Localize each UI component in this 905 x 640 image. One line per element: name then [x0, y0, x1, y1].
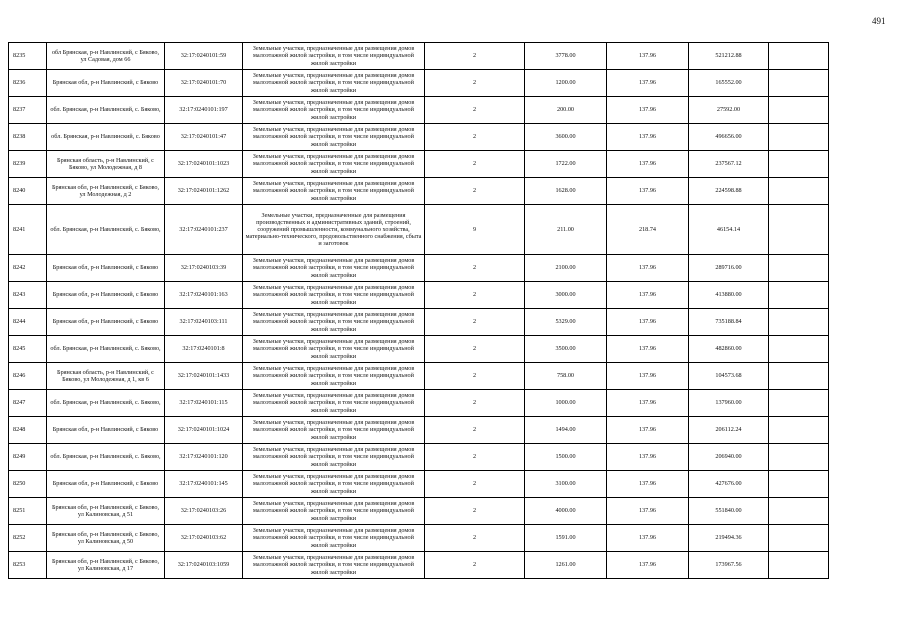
group-cell: 9: [425, 205, 525, 255]
cadastral-value-cell: 224598.88: [689, 178, 769, 205]
row-number-cell: 8243: [9, 282, 47, 309]
cadastral-value-cell: 482860.00: [689, 336, 769, 363]
specific-value-cell: 137.96: [607, 363, 689, 390]
cadastral-number-cell: 32:17:0240101:1433: [165, 363, 243, 390]
area-cell: 1500.00: [525, 444, 607, 471]
group-cell: 2: [425, 417, 525, 444]
row-number-cell: 8244: [9, 309, 47, 336]
empty-cell: [769, 390, 829, 417]
page-number: 491: [872, 16, 886, 26]
land-use-cell: Земельные участки, предназначенные для размещения домов малоэтажной жилой застройки, в том числе индивидуальной жилой застройки: [243, 525, 425, 552]
group-cell: 2: [425, 336, 525, 363]
row-number-cell: 8235: [9, 43, 47, 70]
land-use-cell: Земельные участки, предназначенные для размещения домов малоэтажной жилой застройки, в том числе индивидуальной жилой застройки: [243, 282, 425, 309]
address-cell: Брянская обл, р-н Навлинский, с Бяково: [47, 309, 165, 336]
area-cell: 1261.00: [525, 552, 607, 579]
area-cell: 1000.00: [525, 390, 607, 417]
area-cell: 3778.00: [525, 43, 607, 70]
area-cell: 1591.00: [525, 525, 607, 552]
land-use-cell: Земельные участки, предназначенные для размещения домов малоэтажной жилой застройки, в том числе индивидуальной жилой застройки: [243, 255, 425, 282]
specific-value-cell: 218.74: [607, 205, 689, 255]
cadastral-value-cell: 206112.24: [689, 417, 769, 444]
cadastral-number-cell: 32:17:0240103:1059: [165, 552, 243, 579]
land-use-cell: Земельные участки, предназначенные для размещения домов малоэтажной жилой застройки, в том числе индивидуальной жилой застройки: [243, 151, 425, 178]
row-number-cell: 8240: [9, 178, 47, 205]
table-row: [9, 97, 878, 124]
cadastral-value-cell: 173967.56: [689, 552, 769, 579]
specific-value-cell: 137.96: [607, 444, 689, 471]
area-cell: 1628.00: [525, 178, 607, 205]
table-row: [9, 309, 878, 336]
table-row: [9, 178, 878, 205]
table-row: [9, 444, 878, 471]
table-row: [9, 255, 878, 282]
specific-value-cell: 137.96: [607, 124, 689, 151]
empty-cell: [769, 363, 829, 390]
specific-value-cell: 137.96: [607, 178, 689, 205]
row-number-cell: 8245: [9, 336, 47, 363]
table-row: [9, 363, 878, 390]
specific-value-cell: 137.96: [607, 336, 689, 363]
area-cell: 3100.00: [525, 471, 607, 498]
table-row: [9, 525, 878, 552]
cadastral-value-cell: 551840.00: [689, 498, 769, 525]
address-cell: Брянская область, р-н Навлинский, с Бяково, ул Молодежная, д 8: [47, 151, 165, 178]
group-cell: 2: [425, 43, 525, 70]
land-use-cell: Земельные участки, предназначенные для размещения домов малоэтажной жилой застройки, в том числе индивидуальной жилой застройки: [243, 124, 425, 151]
group-cell: 2: [425, 498, 525, 525]
address-cell: Брянская обл, р-н Навлинский, с Бяково: [47, 255, 165, 282]
cadastral-number-cell: 32:17:0240103:26: [165, 498, 243, 525]
cadastral-number-cell: 32:17:0240103:111: [165, 309, 243, 336]
cadastral-number-cell: 32:17:0240101:1262: [165, 178, 243, 205]
table-row: [9, 417, 878, 444]
empty-cell: [769, 43, 829, 70]
empty-cell: [769, 444, 829, 471]
table-row: [9, 70, 878, 97]
table-row: [9, 471, 878, 498]
empty-cell: [769, 336, 829, 363]
address-cell: обл. Брянская, р-н Навлинский, с. Бяково,: [47, 444, 165, 471]
area-cell: 2100.00: [525, 255, 607, 282]
empty-cell: [769, 552, 829, 579]
cadastral-number-cell: 32:17:0240101:197: [165, 97, 243, 124]
group-cell: 2: [425, 444, 525, 471]
specific-value-cell: 137.96: [607, 97, 689, 124]
address-cell: Брянская область, р-н Навлинский, с Бяково, ул Молодежная, д 1, кв 6: [47, 363, 165, 390]
land-use-cell: Земельные участки, предназначенные для размещения домов малоэтажной жилой застройки, в том числе индивидуальной жилой застройки: [243, 97, 425, 124]
land-use-cell: Земельные участки, предназначенные для размещения домов малоэтажной жилой застройки, в том числе индивидуальной жилой застройки: [243, 363, 425, 390]
land-use-cell: Земельные участки, предназначенные для размещения домов малоэтажной жилой застройки, в том числе индивидуальной жилой застройки: [243, 390, 425, 417]
group-cell: 2: [425, 525, 525, 552]
row-number-cell: 8236: [9, 70, 47, 97]
group-cell: 2: [425, 124, 525, 151]
area-cell: 200.00: [525, 97, 607, 124]
specific-value-cell: 137.96: [607, 43, 689, 70]
group-cell: 2: [425, 309, 525, 336]
cadastral-value-cell: 521212.88: [689, 43, 769, 70]
land-use-cell: Земельные участки, предназначенные для размещения домов малоэтажной жилой застройки, в том числе индивидуальной жилой застройки: [243, 70, 425, 97]
land-use-cell: Земельные участки, предназначенные для размещения домов малоэтажной жилой застройки, в том числе индивидуальной жилой застройки: [243, 444, 425, 471]
address-cell: Брянская обл, р-н Навлинский, с Бяково, ул Калиновская, д 51: [47, 498, 165, 525]
specific-value-cell: 137.96: [607, 525, 689, 552]
address-cell: Брянская обл, р-н Навлинский, с Бяково, ул Калиновская, д 50: [47, 525, 165, 552]
row-number-cell: 8237: [9, 97, 47, 124]
group-cell: 2: [425, 363, 525, 390]
area-cell: 1200.00: [525, 70, 607, 97]
group-cell: 2: [425, 390, 525, 417]
empty-cell: [769, 525, 829, 552]
table-row: [9, 552, 878, 579]
group-cell: 2: [425, 255, 525, 282]
row-number-cell: 8247: [9, 390, 47, 417]
table-row: [9, 282, 878, 309]
address-cell: Брянская обл, р-н Навлинский, с Бяково: [47, 70, 165, 97]
group-cell: 2: [425, 151, 525, 178]
area-cell: 5329.00: [525, 309, 607, 336]
empty-cell: [769, 498, 829, 525]
table-row: [9, 124, 878, 151]
empty-cell: [769, 97, 829, 124]
cadastral-value-cell: 27592.00: [689, 97, 769, 124]
specific-value-cell: 137.96: [607, 390, 689, 417]
group-cell: 2: [425, 97, 525, 124]
empty-cell: [769, 282, 829, 309]
cadastral-value-cell: 413880.00: [689, 282, 769, 309]
cadastral-number-cell: 32:17:0240101:1024: [165, 417, 243, 444]
cadastral-value-cell: 735188.84: [689, 309, 769, 336]
cadastral-value-cell: 289716.00: [689, 255, 769, 282]
cadastral-number-cell: 32:17:0240101:163: [165, 282, 243, 309]
cadastral-number-cell: 32:17:0240101:145: [165, 471, 243, 498]
area-cell: 758.00: [525, 363, 607, 390]
row-number-cell: 8238: [9, 124, 47, 151]
empty-cell: [769, 205, 829, 255]
row-number-cell: 8249: [9, 444, 47, 471]
empty-cell: [769, 417, 829, 444]
table-row: [9, 336, 878, 363]
land-use-cell: Земельные участки, предназначенные для размещения домов малоэтажной жилой застройки, в том числе индивидуальной жилой застройки: [243, 471, 425, 498]
cadastral-number-cell: 32:17:0240101:59: [165, 43, 243, 70]
specific-value-cell: 137.96: [607, 309, 689, 336]
address-cell: обл. Брянская, р-н Навлинский, с. Бяково,: [47, 390, 165, 417]
address-cell: Брянская обл, р-н Навлинский, с Бяково, ул Молодежная, д 2: [47, 178, 165, 205]
land-use-cell: Земельные участки, предназначенные для размещения домов малоэтажной жилой застройки, в том числе индивидуальной жилой застройки: [243, 498, 425, 525]
cadastral-number-cell: 32:17:0240103:39: [165, 255, 243, 282]
group-cell: 2: [425, 552, 525, 579]
address-cell: обл. Брянская, р-н Навлинский, с. Бяково,: [47, 205, 165, 255]
land-use-cell: Земельные участки, предназначенные для размещения домов малоэтажной жилой застройки, в том числе индивидуальной жилой застройки: [243, 178, 425, 205]
cadastral-value-cell: 104573.68: [689, 363, 769, 390]
empty-cell: [769, 178, 829, 205]
specific-value-cell: 137.96: [607, 151, 689, 178]
group-cell: 2: [425, 471, 525, 498]
land-use-cell: Земельные участки, предназначенные для размещения домов малоэтажной жилой застройки, в том числе индивидуальной жилой застройки: [243, 309, 425, 336]
address-cell: Брянская обл, р-н Навлинский, с Бяково: [47, 471, 165, 498]
row-number-cell: 8253: [9, 552, 47, 579]
land-valuation-table: [8, 42, 878, 579]
row-number-cell: 8241: [9, 205, 47, 255]
specific-value-cell: 137.96: [607, 255, 689, 282]
group-cell: 2: [425, 70, 525, 97]
specific-value-cell: 137.96: [607, 498, 689, 525]
land-use-cell: Земельные участки, предназначенные для размещения домов малоэтажной жилой застройки, в том числе индивидуальной жилой застройки: [243, 417, 425, 444]
cadastral-number-cell: 32:17:0240101:115: [165, 390, 243, 417]
specific-value-cell: 137.96: [607, 282, 689, 309]
group-cell: 2: [425, 282, 525, 309]
row-number-cell: 8248: [9, 417, 47, 444]
table-row: [9, 390, 878, 417]
empty-cell: [769, 255, 829, 282]
specific-value-cell: 137.96: [607, 417, 689, 444]
cadastral-number-cell: 32:17:0240101:8: [165, 336, 243, 363]
empty-cell: [769, 471, 829, 498]
cadastral-number-cell: 32:17:0240101:47: [165, 124, 243, 151]
specific-value-cell: 137.96: [607, 552, 689, 579]
address-cell: Брянская обл, р-н Навлинский, с Бяково: [47, 417, 165, 444]
cadastral-value-cell: 427676.00: [689, 471, 769, 498]
cadastral-value-cell: 46154.14: [689, 205, 769, 255]
area-cell: 4000.00: [525, 498, 607, 525]
row-number-cell: 8251: [9, 498, 47, 525]
empty-cell: [769, 151, 829, 178]
area-cell: 3000.00: [525, 282, 607, 309]
land-use-cell: Земельные участки, предназначенные для размещения производственных и административных зданий, строений, сооружений промышленности, коммунального хозяйства, материально-технического, продовольственного снабжения, сбыта и заготовок: [243, 205, 425, 255]
cadastral-number-cell: 32:17:0240101:70: [165, 70, 243, 97]
table-row: [9, 498, 878, 525]
group-cell: 2: [425, 178, 525, 205]
address-cell: обл. Брянская, р-н Навлинский, с. Бяково,: [47, 97, 165, 124]
table-row: [9, 151, 878, 178]
area-cell: 211.00: [525, 205, 607, 255]
address-cell: обл. Брянская, р-н Навлинский, с. Бяково,: [47, 336, 165, 363]
area-cell: 1722.00: [525, 151, 607, 178]
cadastral-value-cell: 137960.00: [689, 390, 769, 417]
area-cell: 1494.00: [525, 417, 607, 444]
empty-cell: [769, 70, 829, 97]
address-cell: обл. Брянская, р-н Навлинский, с. Бяково: [47, 124, 165, 151]
cadastral-number-cell: 32:17:0240101:1023: [165, 151, 243, 178]
row-number-cell: 8242: [9, 255, 47, 282]
row-number-cell: 8252: [9, 525, 47, 552]
area-cell: 3500.00: [525, 336, 607, 363]
empty-cell: [769, 309, 829, 336]
address-cell: обл Брянская, р-н Навлинский, с Бяково, ул Садовая, дом 66: [47, 43, 165, 70]
cadastral-value-cell: 206940.00: [689, 444, 769, 471]
row-number-cell: 8246: [9, 363, 47, 390]
cadastral-value-cell: 237567.12: [689, 151, 769, 178]
land-use-cell: Земельные участки, предназначенные для размещения домов малоэтажной жилой застройки, в том числе индивидуальной жилой застройки: [243, 43, 425, 70]
cadastral-number-cell: 32:17:0240101:120: [165, 444, 243, 471]
cadastral-value-cell: 165552.00: [689, 70, 769, 97]
empty-cell: [769, 124, 829, 151]
table-row: [9, 205, 878, 255]
address-cell: Брянская обл, р-н Навлинский, с Бяково: [47, 282, 165, 309]
cadastral-value-cell: 496656.00: [689, 124, 769, 151]
cadastral-value-cell: 219494.36: [689, 525, 769, 552]
row-number-cell: 8239: [9, 151, 47, 178]
land-use-cell: Земельные участки, предназначенные для размещения домов малоэтажной жилой застройки, в том числе индивидуальной жилой застройки: [243, 336, 425, 363]
cadastral-number-cell: 32:17:0240103:62: [165, 525, 243, 552]
specific-value-cell: 137.96: [607, 471, 689, 498]
area-cell: 3600.00: [525, 124, 607, 151]
address-cell: Брянская обл, р-н Навлинский, с Бяково, ул Калиновская, д 17: [47, 552, 165, 579]
table-body: [9, 43, 878, 579]
land-use-cell: Земельные участки, предназначенные для размещения домов малоэтажной жилой застройки, в том числе индивидуальной жилой застройки: [243, 552, 425, 579]
table-row: [9, 43, 878, 70]
cadastral-number-cell: 32:17:0240101:237: [165, 205, 243, 255]
row-number-cell: 8250: [9, 471, 47, 498]
specific-value-cell: 137.96: [607, 70, 689, 97]
